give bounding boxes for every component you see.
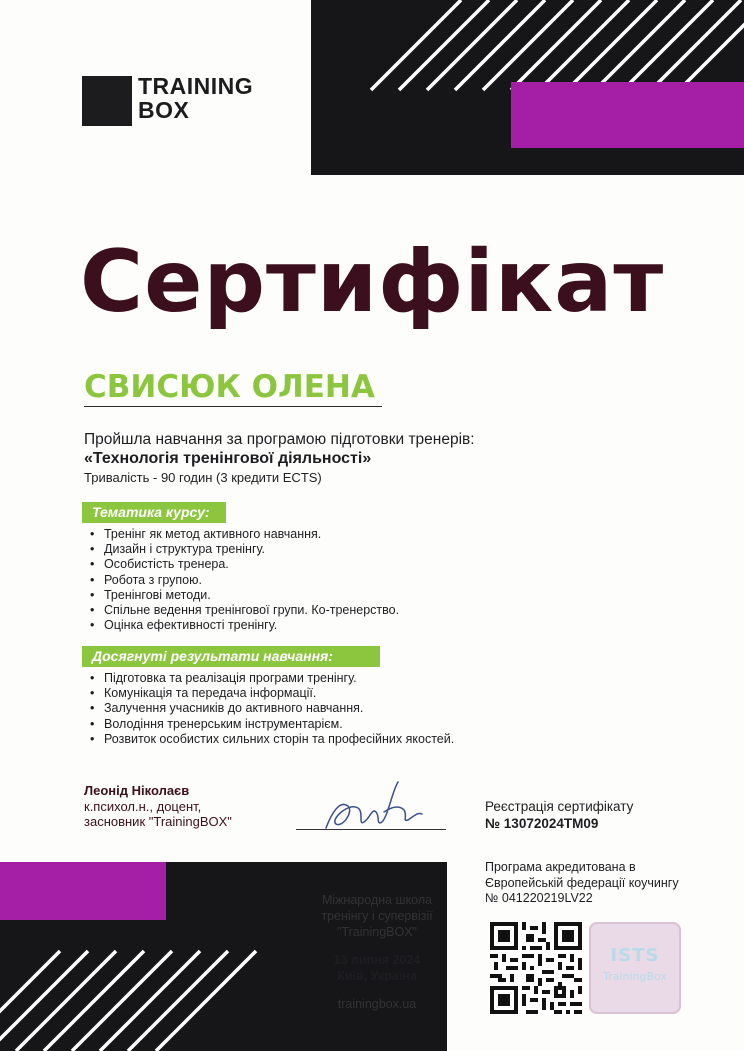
list-item: • Робота з групою. xyxy=(84,573,399,588)
registration-label: Реєстрація сертифікату xyxy=(485,799,634,814)
accreditation-number: № 041220219LV22 xyxy=(485,891,593,905)
signer-role: к.психол.н., доцент, xyxy=(84,799,202,814)
school-line-1: Міжнародна школа xyxy=(321,893,433,907)
results-heading: Досягнуті результати навчання: xyxy=(82,646,380,667)
signer-org: засновник "TrainingBOX" xyxy=(84,814,232,829)
list-item: • Підготовка та реалізація програми тренінгу. xyxy=(84,671,454,686)
logo-mark xyxy=(82,76,132,126)
stamp-line-1: ISTS xyxy=(610,945,660,966)
results-list xyxy=(84,671,454,747)
program-duration: Тривалість - 90 годин (3 кредити ECTS) xyxy=(84,470,322,485)
qr-code-icon xyxy=(490,922,582,1014)
list-item: • Комунікація та передача інформації. xyxy=(84,686,454,701)
issue-city: Київ, Україна xyxy=(337,969,417,983)
issue-date: 13 липня 2024 xyxy=(333,953,421,967)
website-link[interactable]: trainingbox.ua xyxy=(337,997,417,1011)
school-line-3: "TrainingBOX" xyxy=(337,925,417,939)
program-name: «Технологія тренінгової діяльності» xyxy=(84,450,372,467)
topics-heading: Тематика курсу: xyxy=(82,502,226,523)
logo-text xyxy=(138,74,253,122)
logo-line-2: BOX xyxy=(138,97,190,123)
signer-name: Леонід Ніколаєв xyxy=(84,783,190,798)
top-purple-band xyxy=(511,82,744,148)
stamp-line-2: TrainingBox xyxy=(603,970,667,983)
name-underline xyxy=(84,406,382,407)
bottom-purple-band xyxy=(0,862,166,920)
registration-number: № 13072024TM09 xyxy=(485,816,599,831)
list-item: • Оцінка ефективності тренінгу. xyxy=(84,618,399,633)
list-item: • Дизайн і структура тренінгу. xyxy=(84,542,399,557)
topics-list xyxy=(84,527,399,633)
list-item: • Спільне ведення тренінгової групи. Ко-тренерство. xyxy=(84,603,399,618)
school-line-2: тренінгу і супервізії xyxy=(321,909,433,923)
list-item: • Розвиток особистих сильних сторін та професійних якостей. xyxy=(84,732,454,747)
accreditation-stamp xyxy=(589,922,681,1014)
certificate-title: Сертифікат xyxy=(80,232,665,332)
list-item: • Залучення учасників до активного навчання. xyxy=(84,701,454,716)
accreditation-line-1: Програма акредитована в xyxy=(485,860,636,874)
list-item: • Тренінгові методи. xyxy=(84,588,399,603)
list-item: • Особистість тренера. xyxy=(84,557,399,572)
recipient-name: СВИСЮК ОЛЕНА xyxy=(84,369,375,405)
list-item: • Володіння тренерським інструментарієм. xyxy=(84,717,454,732)
program-intro: Пройшла навчання за програмою підготовки тренерів: xyxy=(84,431,475,448)
accreditation-line-2: Європейській федерації коучингу xyxy=(485,876,679,890)
list-item: • Тренінг як метод активного навчання. xyxy=(84,527,399,542)
signature-line xyxy=(296,829,446,830)
logo-line-1: TRAINING xyxy=(138,73,254,99)
